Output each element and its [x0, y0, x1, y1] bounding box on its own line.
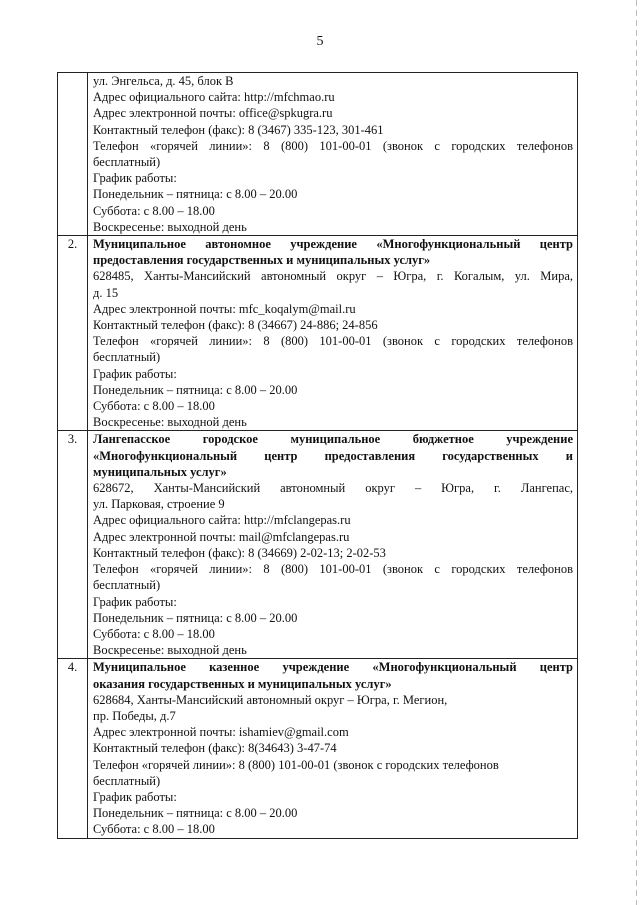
detail-line: Воскресенье: выходной день — [93, 219, 247, 234]
detail-line: Понедельник – пятница: с 8.00 – 20.00 — [93, 806, 298, 821]
row-number: 4. — [58, 659, 88, 838]
row-details — [88, 659, 578, 838]
detail-line: 628672, Ханты-Мансийский автономный округ – Югра, г. Лангепас, — [93, 481, 573, 496]
detail-line: Суббота: с 8.00 – 18.00 — [93, 626, 215, 641]
detail-line: Понедельник – пятница: с 8.00 – 20.00 — [93, 187, 298, 202]
row-details — [88, 236, 578, 431]
scan-edge — [636, 0, 637, 905]
detail-line: ул. Энгельса, д. 45, блок В — [93, 74, 234, 88]
detail-line: ул. Парковая, строение 9 — [93, 497, 225, 512]
detail-line: Контактный телефон (факс): 8 (34669) 2-02-13; 2-02-53 — [93, 545, 386, 560]
page-number: 5 — [316, 34, 324, 49]
row-number: 2. — [58, 236, 88, 431]
mfc-directory-table — [57, 72, 578, 839]
detail-line: Телефон «горячей линии»: 8 (800) 101-00-01 (звонок с городских телефонов — [93, 334, 573, 349]
table-row — [58, 236, 578, 431]
detail-line: д. 15 — [93, 285, 119, 300]
detail-line: Адрес электронной почты: office@spkugra.ru — [93, 106, 333, 121]
detail-line: Адрес электронной почты: ishamiev@gmail.com — [93, 725, 349, 740]
detail-line: График работы: — [93, 789, 177, 804]
detail-line: Воскресенье: выходной день — [93, 415, 247, 430]
table-row — [58, 73, 578, 236]
detail-line: пр. Победы, д.7 — [93, 708, 176, 723]
table-row — [58, 431, 578, 659]
detail-line: Адрес официального сайта: http://mfchmao.ru — [93, 90, 335, 105]
organization-name-line: Лангепасское городское муниципальное бюджетное учреждение — [93, 432, 573, 447]
detail-line: Адрес электронной почты: mfc_koqalym@mail.ru — [93, 301, 356, 316]
detail-line: Адрес официального сайта: http://mfclangepas.ru — [93, 513, 351, 528]
detail-line: Суббота: с 8.00 – 18.00 — [93, 399, 215, 414]
detail-line: Телефон «горячей линии»: 8 (800) 101-00-01 (звонок с городских телефонов — [93, 757, 499, 772]
detail-line: График работы: — [93, 594, 177, 609]
detail-line: бесплатный) — [93, 350, 161, 365]
organization-name-line: оказания государственных и муниципальных услуг» — [93, 676, 392, 691]
detail-line: 628684, Ханты-Мансийский автономный округ – Югра, г. Мегион, — [93, 692, 448, 707]
detail-line: Понедельник – пятница: с 8.00 – 20.00 — [93, 610, 298, 625]
detail-line: Контактный телефон (факс): 8 (3467) 335-123, 301-461 — [93, 122, 384, 137]
detail-line: Суббота: с 8.00 – 18.00 — [93, 203, 215, 218]
detail-line: Телефон «горячей линии»: 8 (800) 101-00-01 (звонок с городских телефонов — [93, 138, 573, 153]
table-row — [58, 659, 578, 838]
row-details — [88, 73, 578, 236]
detail-line: График работы: — [93, 171, 177, 186]
detail-line: Воскресенье: выходной день — [93, 643, 247, 658]
row-details — [88, 431, 578, 659]
detail-line: Суббота: с 8.00 – 18.00 — [93, 822, 215, 837]
organization-name-line: Муниципальное казенное учреждение «Многофункциональный центр — [93, 660, 573, 675]
organization-name-line: предоставления государственных и муниципальных услуг» — [93, 253, 431, 268]
detail-line: Контактный телефон (факс): 8 (34667) 24-886; 24-856 — [93, 318, 378, 333]
row-number: 3. — [58, 431, 88, 659]
detail-line: Адрес электронной почты: mail@mfclangepas.ru — [93, 529, 350, 544]
detail-line: Понедельник – пятница: с 8.00 – 20.00 — [93, 382, 298, 397]
organization-name-line: муниципальных услуг» — [93, 464, 227, 479]
organization-name-line: Муниципальное автономное учреждение «Многофункциональный центр — [93, 237, 573, 252]
detail-line: бесплатный) — [93, 773, 161, 788]
row-number — [58, 73, 88, 236]
detail-line: бесплатный) — [93, 578, 161, 593]
detail-line: 628485, Ханты-Мансийский автономный округ – Югра, г. Когалым, ул. Мира, — [93, 269, 573, 284]
detail-line: Контактный телефон (факс): 8(34643) 3-47-74 — [93, 741, 337, 756]
detail-line: бесплатный) — [93, 155, 161, 170]
detail-line: График работы: — [93, 366, 177, 381]
detail-line: Телефон «горячей линии»: 8 (800) 101-00-01 (звонок с городских телефонов — [93, 562, 573, 577]
organization-name-line: «Многофункциональный центр предоставления государственных и — [93, 448, 573, 463]
